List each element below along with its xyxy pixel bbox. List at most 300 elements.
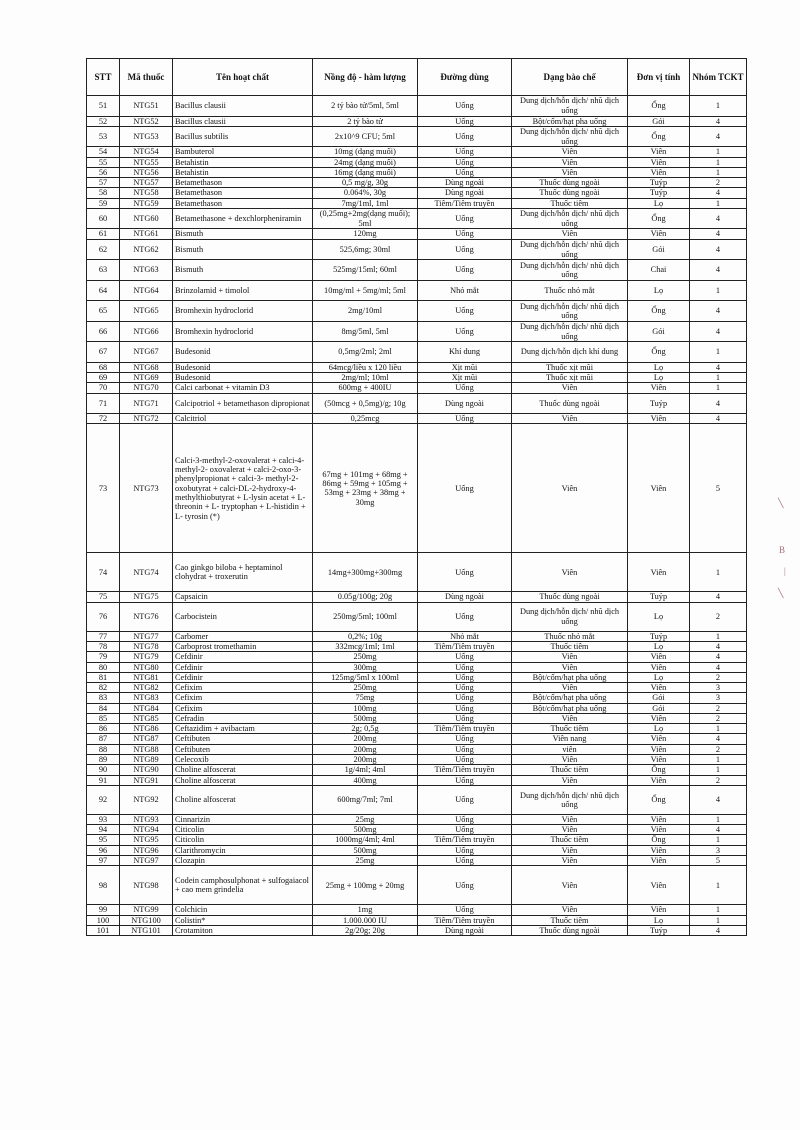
cell-form: Viên	[512, 905, 628, 915]
cell-code: NTG98	[120, 866, 173, 905]
cell-form: Thuốc xịt mũi	[512, 362, 628, 372]
cell-group: 4	[690, 126, 747, 147]
cell-form: Bột/cốm/hạt pha uống	[512, 672, 628, 682]
cell-code: NTG69	[120, 373, 173, 383]
cell-route: Tiêm/Tiêm truyền	[418, 198, 512, 208]
table-row	[87, 713, 747, 723]
cell-strength: 250mg/5ml; 100ml	[313, 602, 418, 631]
cell-unit: Viên	[628, 424, 690, 553]
cell-route: Dùng ngoài	[418, 592, 512, 602]
cell-route: Dùng ngoài	[418, 925, 512, 935]
cell-group: 4	[690, 116, 747, 126]
cell-route: Uống	[418, 713, 512, 723]
cell-stt: 63	[87, 260, 120, 281]
cell-stt: 67	[87, 342, 120, 363]
cell-group: 1	[690, 814, 747, 824]
cell-form: Thuốc dùng ngoài	[512, 178, 628, 188]
table-row	[87, 167, 747, 177]
cell-route: Uống	[418, 662, 512, 672]
table-row	[87, 845, 747, 855]
cell-code: NTG90	[120, 765, 173, 775]
cell-strength: 250mg	[313, 683, 418, 693]
table-row	[87, 703, 747, 713]
cell-code: NTG100	[120, 915, 173, 925]
cell-code: NTG95	[120, 835, 173, 845]
cell-form: Viên	[512, 825, 628, 835]
cell-stt: 73	[87, 424, 120, 553]
cell-route: Uống	[418, 167, 512, 177]
cell-strength: 2g/20g; 20g	[313, 925, 418, 935]
cell-strength: 0,25mcg	[313, 414, 418, 424]
cell-route: Tiêm/Tiêm truyền	[418, 765, 512, 775]
cell-strength: 14mg+300mg+300mg	[313, 553, 418, 592]
cell-unit: Viên	[628, 167, 690, 177]
table-row	[87, 641, 747, 651]
cell-ingredient: Codein camphosulphonat + sulfogaiacol + cao mem grindelia	[173, 866, 313, 905]
cell-unit: Viên	[628, 147, 690, 157]
header-stt: STT	[87, 59, 120, 96]
cell-form: Thuốc tiêm	[512, 915, 628, 925]
margin-mark: ╲	[778, 588, 784, 598]
cell-code: NTG84	[120, 703, 173, 713]
cell-code: NTG67	[120, 342, 173, 363]
table-header-row	[87, 59, 747, 96]
cell-stt: 57	[87, 178, 120, 188]
cell-route: Tiêm/Tiêm truyền	[418, 835, 512, 845]
cell-stt: 62	[87, 239, 120, 260]
cell-unit: Tuýp	[628, 178, 690, 188]
table-row	[87, 96, 747, 117]
cell-strength: 300mg	[313, 662, 418, 672]
cell-group: 2	[690, 672, 747, 682]
cell-group: 1	[690, 553, 747, 592]
cell-unit: Viên	[628, 414, 690, 424]
cell-strength: 0,5 mg/g, 30g	[313, 178, 418, 188]
cell-strength: 250mg	[313, 652, 418, 662]
cell-route: Uống	[418, 734, 512, 744]
cell-code: NTG87	[120, 734, 173, 744]
cell-strength: 16mg (dạng muối)	[313, 167, 418, 177]
table-row	[87, 342, 747, 363]
cell-route: Dùng ngoài	[418, 178, 512, 188]
cell-unit: Ống	[628, 301, 690, 322]
cell-route: Uống	[418, 755, 512, 765]
cell-code: NTG76	[120, 602, 173, 631]
cell-stt: 58	[87, 188, 120, 198]
cell-form: viên	[512, 744, 628, 754]
cell-group: 4	[690, 362, 747, 372]
cell-strength: 200mg	[313, 755, 418, 765]
cell-code: NTG55	[120, 157, 173, 167]
cell-group: 1	[690, 755, 747, 765]
header-ingredient: Tên hoạt chất	[173, 59, 313, 96]
cell-stt: 51	[87, 96, 120, 117]
cell-code: NTG62	[120, 239, 173, 260]
cell-unit: Viên	[628, 845, 690, 855]
table-row	[87, 785, 747, 814]
cell-group: 1	[690, 157, 747, 167]
cell-group: 2	[690, 713, 747, 723]
table-row	[87, 631, 747, 641]
cell-code: NTG86	[120, 724, 173, 734]
cell-route: Xịt mũi	[418, 373, 512, 383]
cell-group: 1	[690, 147, 747, 157]
cell-unit: Viên	[628, 856, 690, 866]
cell-ingredient: Bacillus subtilis	[173, 126, 313, 147]
header-unit: Đơn vị tính	[628, 59, 690, 96]
cell-route: Uống	[418, 553, 512, 592]
cell-form: Dung dịch/hỗn dịch khí dung	[512, 342, 628, 363]
cell-group: 2	[690, 602, 747, 631]
cell-code: NTG93	[120, 814, 173, 824]
cell-strength: 100mg	[313, 703, 418, 713]
cell-ingredient: Cefixim	[173, 683, 313, 693]
cell-ingredient: Clarithromycin	[173, 845, 313, 855]
cell-form: Thuốc dùng ngoài	[512, 925, 628, 935]
cell-form: Thuốc tiêm	[512, 765, 628, 775]
cell-stt: 76	[87, 602, 120, 631]
cell-stt: 71	[87, 393, 120, 414]
cell-code: NTG77	[120, 631, 173, 641]
cell-ingredient: Clozapin	[173, 856, 313, 866]
cell-form: Thuốc xịt mũi	[512, 373, 628, 383]
cell-form: Viên	[512, 383, 628, 393]
cell-ingredient: Citicolin	[173, 825, 313, 835]
cell-code: NTG71	[120, 393, 173, 414]
cell-ingredient: Cefixim	[173, 703, 313, 713]
cell-ingredient: Carbomer	[173, 631, 313, 641]
cell-stt: 64	[87, 280, 120, 301]
cell-form: Viên	[512, 683, 628, 693]
cell-code: NTG66	[120, 321, 173, 342]
cell-route: Tiêm/Tiêm truyền	[418, 724, 512, 734]
cell-group: 2	[690, 703, 747, 713]
cell-code: NTG73	[120, 424, 173, 553]
cell-group: 1	[690, 866, 747, 905]
cell-ingredient: Bacillus clausii	[173, 96, 313, 117]
cell-strength: 125mg/5ml x 100ml	[313, 672, 418, 682]
cell-code: NTG57	[120, 178, 173, 188]
cell-route: Uống	[418, 693, 512, 703]
cell-stt: 55	[87, 157, 120, 167]
cell-group: 4	[690, 188, 747, 198]
cell-strength: 332mcg/1ml; 1ml	[313, 641, 418, 651]
table-body	[87, 96, 747, 936]
cell-group: 4	[690, 260, 747, 281]
cell-ingredient: Budesonid	[173, 373, 313, 383]
cell-stt: 93	[87, 814, 120, 824]
cell-unit: Ống	[628, 96, 690, 117]
cell-group: 1	[690, 96, 747, 117]
cell-strength: 0,2%; 10g	[313, 631, 418, 641]
cell-ingredient: Crotamiton	[173, 925, 313, 935]
cell-unit: Tuýp	[628, 592, 690, 602]
cell-strength: 500mg	[313, 825, 418, 835]
table-row	[87, 856, 747, 866]
cell-route: Uống	[418, 825, 512, 835]
cell-stt: 54	[87, 147, 120, 157]
cell-ingredient: Bromhexin hydroclorid	[173, 321, 313, 342]
cell-strength: (0,25mg+2mg(dạng muối); 5ml	[313, 208, 418, 229]
cell-route: Nhỏ mắt	[418, 280, 512, 301]
cell-ingredient: Betahistin	[173, 167, 313, 177]
cell-code: NTG83	[120, 693, 173, 703]
cell-route: Uống	[418, 414, 512, 424]
cell-route: Uống	[418, 845, 512, 855]
cell-unit: Tuýp	[628, 188, 690, 198]
cell-stt: 99	[87, 905, 120, 915]
cell-code: NTG70	[120, 383, 173, 393]
cell-strength: 2 tỷ bào tử/5ml, 5ml	[313, 96, 418, 117]
cell-stt: 80	[87, 662, 120, 672]
cell-form: Viên	[512, 856, 628, 866]
cell-route: Uống	[418, 866, 512, 905]
cell-stt: 91	[87, 775, 120, 785]
table-row	[87, 744, 747, 754]
cell-form: Viên	[512, 845, 628, 855]
cell-stt: 68	[87, 362, 120, 372]
cell-code: NTG65	[120, 301, 173, 322]
cell-ingredient: Bromhexin hydroclorid	[173, 301, 313, 322]
cell-form: Viên nang	[512, 734, 628, 744]
cell-group: 1	[690, 342, 747, 363]
cell-stt: 70	[87, 383, 120, 393]
cell-route: Uống	[418, 683, 512, 693]
table-row	[87, 693, 747, 703]
cell-stt: 84	[87, 703, 120, 713]
cell-form: Thuốc tiêm	[512, 835, 628, 845]
cell-unit: Viên	[628, 383, 690, 393]
cell-route: Uống	[418, 321, 512, 342]
cell-strength: 600mg + 400IU	[313, 383, 418, 393]
header-form: Dạng bào chế	[512, 59, 628, 96]
cell-unit: Lọ	[628, 280, 690, 301]
cell-stt: 85	[87, 713, 120, 723]
cell-form: Viên	[512, 662, 628, 672]
table-row	[87, 260, 747, 281]
table-row	[87, 814, 747, 824]
cell-ingredient: Choline alfoscerat	[173, 765, 313, 775]
cell-form: Viên	[512, 755, 628, 765]
cell-stt: 86	[87, 724, 120, 734]
cell-ingredient: Carbocistein	[173, 602, 313, 631]
cell-unit: Ống	[628, 208, 690, 229]
table-row	[87, 147, 747, 157]
cell-form: Dung dịch/hỗn dịch/ nhũ dịch uống	[512, 785, 628, 814]
cell-strength: 75mg	[313, 693, 418, 703]
cell-code: NTG64	[120, 280, 173, 301]
cell-route: Uống	[418, 116, 512, 126]
cell-stt: 100	[87, 915, 120, 925]
table-row	[87, 765, 747, 775]
cell-group: 4	[690, 239, 747, 260]
cell-ingredient: Colistin*	[173, 915, 313, 925]
cell-route: Uống	[418, 814, 512, 824]
drug-list-table	[86, 58, 747, 936]
cell-group: 5	[690, 424, 747, 553]
cell-stt: 96	[87, 845, 120, 855]
cell-stt: 78	[87, 641, 120, 651]
cell-code: NTG63	[120, 260, 173, 281]
cell-route: Uống	[418, 96, 512, 117]
cell-ingredient: Carboprost tromethamin	[173, 641, 313, 651]
table-row	[87, 373, 747, 383]
cell-code: NTG60	[120, 208, 173, 229]
cell-group: 4	[690, 301, 747, 322]
cell-unit: Viên	[628, 734, 690, 744]
cell-ingredient: Bismuth	[173, 260, 313, 281]
table-row	[87, 362, 747, 372]
cell-form: Dung dịch/hỗn dịch/ nhũ dịch uống	[512, 96, 628, 117]
cell-group: 1	[690, 167, 747, 177]
cell-stt: 88	[87, 744, 120, 754]
cell-strength: 1.000.000 IU	[313, 915, 418, 925]
cell-route: Uống	[418, 602, 512, 631]
cell-form: Viên	[512, 424, 628, 553]
cell-ingredient: Colchicin	[173, 905, 313, 915]
cell-group: 4	[690, 393, 747, 414]
cell-ingredient: Cefixim	[173, 693, 313, 703]
cell-code: NTG68	[120, 362, 173, 372]
cell-route: Tiêm/Tiêm truyền	[418, 915, 512, 925]
cell-unit: Gói	[628, 239, 690, 260]
cell-form: Viên	[512, 713, 628, 723]
cell-stt: 60	[87, 208, 120, 229]
cell-code: NTG85	[120, 713, 173, 723]
cell-unit: Viên	[628, 775, 690, 785]
cell-route: Uống	[418, 208, 512, 229]
table-row	[87, 321, 747, 342]
cell-form: Viên	[512, 147, 628, 157]
cell-code: NTG101	[120, 925, 173, 935]
cell-group: 2	[690, 178, 747, 188]
cell-stt: 66	[87, 321, 120, 342]
cell-unit: Viên	[628, 744, 690, 754]
cell-unit: Gói	[628, 703, 690, 713]
cell-group: 1	[690, 280, 747, 301]
cell-form: Viên	[512, 553, 628, 592]
cell-group: 2	[690, 775, 747, 785]
cell-stt: 87	[87, 734, 120, 744]
cell-code: NTG82	[120, 683, 173, 693]
cell-unit: Tuýp	[628, 393, 690, 414]
cell-unit: Viên	[628, 905, 690, 915]
cell-group: 4	[690, 208, 747, 229]
cell-form: Bột/cốm/hạt pha uống	[512, 703, 628, 713]
cell-strength: (50mcg + 0,5mg)/g; 10g	[313, 393, 418, 414]
cell-form: Thuốc dùng ngoài	[512, 393, 628, 414]
cell-stt: 74	[87, 553, 120, 592]
table-row	[87, 905, 747, 915]
cell-unit: Lọ	[628, 724, 690, 734]
cell-code: NTG61	[120, 229, 173, 239]
cell-ingredient: Brinzolamid + timolol	[173, 280, 313, 301]
table-row	[87, 208, 747, 229]
cell-ingredient: Cefradin	[173, 713, 313, 723]
cell-route: Uống	[418, 424, 512, 553]
cell-group: 4	[690, 785, 747, 814]
cell-strength: 2x10^9 CFU; 5ml	[313, 126, 418, 147]
cell-form: Viên	[512, 414, 628, 424]
cell-form: Thuốc tiêm	[512, 724, 628, 734]
cell-stt: 90	[87, 765, 120, 775]
table-row	[87, 188, 747, 198]
cell-unit: Tuýp	[628, 631, 690, 641]
cell-form: Thuốc tiêm	[512, 641, 628, 651]
margin-mark: B	[779, 545, 786, 555]
cell-stt: 82	[87, 683, 120, 693]
cell-unit: Viên	[628, 814, 690, 824]
cell-stt: 95	[87, 835, 120, 845]
table-row	[87, 116, 747, 126]
cell-route: Xịt mũi	[418, 362, 512, 372]
table-row	[87, 229, 747, 239]
cell-ingredient: Capsaicin	[173, 592, 313, 602]
cell-unit: Viên	[628, 755, 690, 765]
cell-ingredient: Choline alfoscerat	[173, 775, 313, 785]
cell-ingredient: Bismuth	[173, 229, 313, 239]
cell-form: Dung dịch/hỗn dịch/ nhũ dịch uống	[512, 260, 628, 281]
cell-strength: 8mg/5ml, 5ml	[313, 321, 418, 342]
cell-code: NTG54	[120, 147, 173, 157]
cell-ingredient: Calcipotriol + betamethason dipropionat	[173, 393, 313, 414]
cell-group: 4	[690, 734, 747, 744]
cell-code: NTG88	[120, 744, 173, 754]
cell-form: Viên	[512, 775, 628, 785]
cell-strength: 2mg/10ml	[313, 301, 418, 322]
cell-strength: 400mg	[313, 775, 418, 785]
cell-code: NTG94	[120, 825, 173, 835]
header-strength: Nồng độ - hàm lượng	[313, 59, 418, 96]
cell-form: Thuốc dùng ngoài	[512, 188, 628, 198]
table-row	[87, 925, 747, 935]
cell-group: 1	[690, 724, 747, 734]
cell-stt: 56	[87, 167, 120, 177]
cell-form: Thuốc tiêm	[512, 198, 628, 208]
cell-route: Uống	[418, 383, 512, 393]
cell-form: Viên	[512, 652, 628, 662]
cell-code: NTG52	[120, 116, 173, 126]
cell-code: NTG81	[120, 672, 173, 682]
cell-form: Bột/cốm/hạt pha uống	[512, 693, 628, 703]
table-row	[87, 383, 747, 393]
cell-route: Dùng ngoài	[418, 393, 512, 414]
cell-group: 1	[690, 915, 747, 925]
cell-form: Dung dịch/hỗn dịch/ nhũ dịch uống	[512, 602, 628, 631]
cell-group: 4	[690, 825, 747, 835]
cell-route: Uống	[418, 147, 512, 157]
cell-group: 4	[690, 321, 747, 342]
cell-form: Thuốc nhỏ mắt	[512, 631, 628, 641]
cell-unit: Viên	[628, 825, 690, 835]
cell-group: 1	[690, 835, 747, 845]
cell-ingredient: Budesonid	[173, 342, 313, 363]
cell-unit: Ống	[628, 342, 690, 363]
cell-group: 2	[690, 744, 747, 754]
cell-strength: 25mg	[313, 856, 418, 866]
table-row	[87, 178, 747, 188]
cell-route: Uống	[418, 775, 512, 785]
margin-mark: |	[784, 566, 786, 576]
cell-unit: Lọ	[628, 602, 690, 631]
cell-stt: 97	[87, 856, 120, 866]
cell-group: 4	[690, 925, 747, 935]
cell-form: Dung dịch/hỗn dịch/ nhũ dịch uống	[512, 239, 628, 260]
cell-ingredient: Calci carbonat + vitamin D3	[173, 383, 313, 393]
cell-form: Thuốc nhỏ mắt	[512, 280, 628, 301]
cell-code: NTG72	[120, 414, 173, 424]
cell-strength: 0.064%, 30g	[313, 188, 418, 198]
